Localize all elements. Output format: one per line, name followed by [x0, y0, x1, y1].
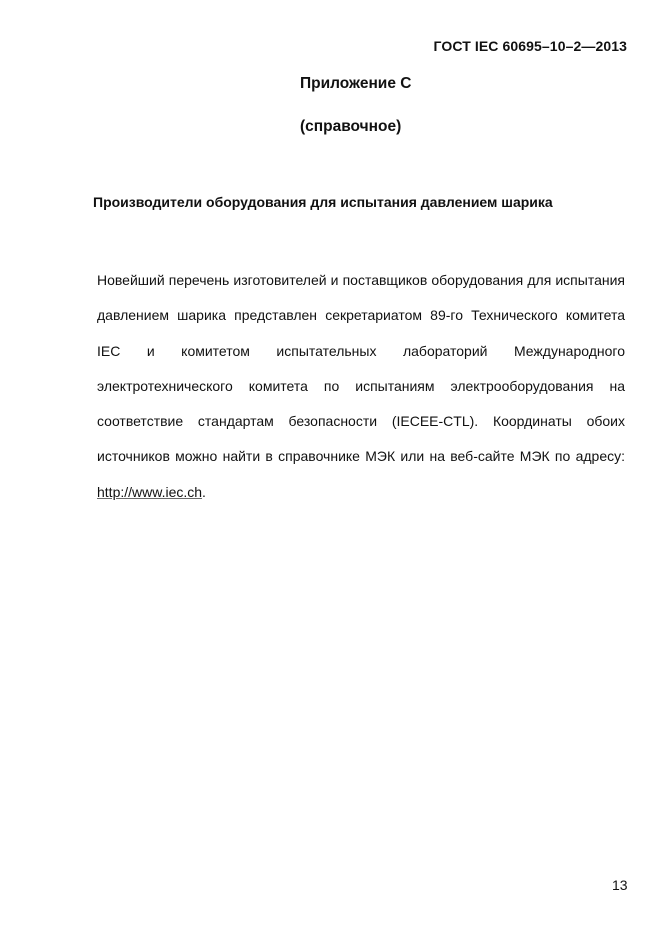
paragraph-end: .	[202, 483, 206, 500]
paragraph-text: Новейший перечень изготовителей и поставщиков оборудования для испытания давлением шарика представлен секретариатом 89-го Технического комитета IEC и комитетом испытательных лабораторий Международного электротехнического комитета по испытаниям электрооборудования на соответствие стандартам безопасности (IECEE-CTL). Координаты обоих источников можно найти в справочнике МЭК или на веб-сайте МЭК по адресу:	[97, 272, 625, 465]
annex-title: Приложение С	[300, 75, 412, 92]
section-heading: Производители оборудования для испытания давлением шарика	[93, 194, 553, 210]
body-paragraph	[97, 263, 625, 510]
page-number: 13	[612, 877, 628, 893]
iec-website-link[interactable]: http://www.iec.ch	[97, 483, 203, 500]
standard-id: ГОСТ IEC 60695–10–2—2013	[433, 38, 627, 54]
annex-type: (справочное)	[300, 118, 402, 135]
